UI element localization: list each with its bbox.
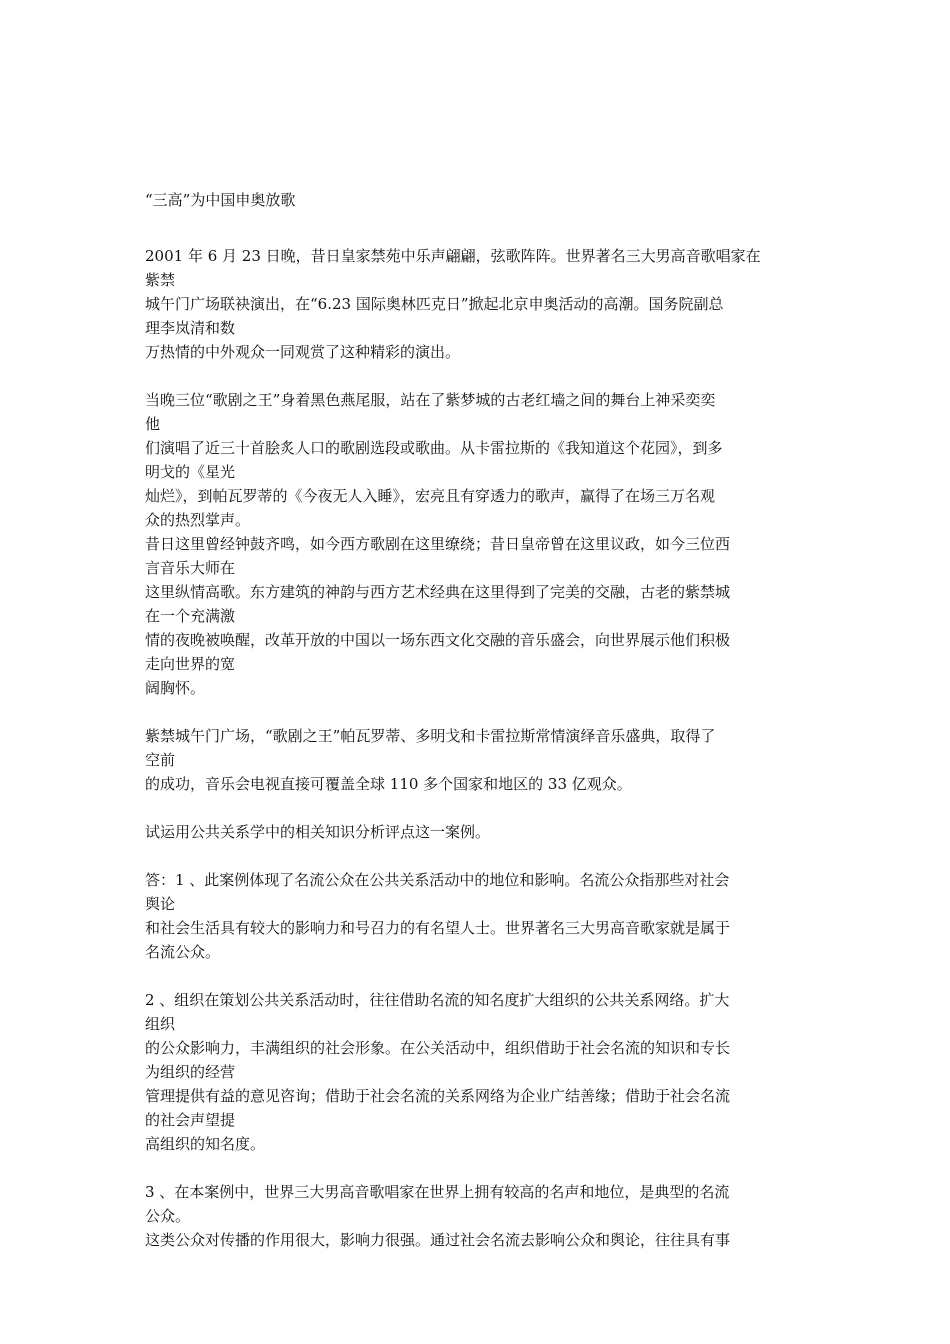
- document-page: [145, 188, 810, 1252]
- paragraph-gap: [145, 364, 810, 388]
- answer-point-3: [145, 1180, 810, 1252]
- paragraph-gap: [145, 964, 810, 988]
- text-line: 当晚三位“歌剧之王”身着黑色燕尾服，站在了紫梦城的古老红墙之间的舞台上神采奕奕: [145, 391, 716, 409]
- text-line: 这里纵情高歌。东方建筑的神韵与西方艺术经典在这里得到了完美的交融，古老的紫禁城: [145, 583, 731, 601]
- text-line: 舆论: [145, 895, 176, 913]
- text-line: 灿烂》，到帕瓦罗蒂的《今夜无人入睡》，宏亮且有穿透力的歌声，赢得了在场三万名观: [145, 487, 716, 505]
- document-title: “三高”为中国申奥放歌: [145, 191, 296, 209]
- text-line: 在一个充满激: [145, 607, 236, 625]
- text-line: 试运用公共关系学中的相关知识分析评点这一案例。: [145, 823, 491, 841]
- text-line: 他: [145, 415, 161, 433]
- text-line: 空前: [145, 751, 176, 769]
- text-line: 昔日这里曾经钟鼓齐鸣，如今西方歌剧在这里缭绕；昔日皇帝曾在这里议政，如今三位西: [145, 535, 731, 553]
- text-line: 万热情的中外观众一同观赏了这种精彩的演出。: [145, 343, 461, 361]
- text-line: 2 、组织在策划公共关系活动时，往往借助名流的知名度扩大组织的公共关系网络。扩大: [145, 991, 730, 1009]
- text-line: 走向世界的宽: [145, 655, 236, 673]
- text-line: 明戈的《星光: [145, 463, 236, 481]
- text-line: 言音乐大师在: [145, 559, 236, 577]
- text-line: 管理提供有益的意见咨询；借助于社会名流的关系网络为企业广结善缘；借助于社会名流: [145, 1087, 731, 1105]
- text-line: 情的夜晚被唤醒，改革开放的中国以一场东西文化交融的音乐盛会，向世界展示他们积极: [145, 631, 731, 649]
- text-line: 紫禁城午门广场，“歌剧之王”帕瓦罗蒂、多明戈和卡雷拉斯常情演绎音乐盛典，取得了: [145, 727, 716, 745]
- text-line: 的成功，音乐会电视直接可覆盖全球 110 多个国家和地区的 33 亿观众。: [145, 775, 632, 793]
- text-line: 这类公众对传播的作用很大，影响力很强。通过社会名流去影响公众和舆论，往往具有事: [145, 1231, 731, 1249]
- text-line: 3 、在本案例中，世界三大男高音歌唱家在世界上拥有较高的名声和地位，是典型的名流: [145, 1183, 730, 1201]
- text-line: 公众。: [145, 1207, 191, 1225]
- paragraph-2: [145, 388, 810, 700]
- text-line: 和社会生活具有较大的影响力和号召力的有名望人士。世界著名三大男高音歌家就是属于: [145, 919, 731, 937]
- paragraph-gap: [145, 700, 810, 724]
- text-line: 答：1 、此案例体现了名流公众在公共关系活动中的地位和影响。名流公众指那些对社会: [145, 871, 730, 889]
- paragraph-3: [145, 724, 810, 796]
- text-line: 为组织的经营: [145, 1063, 236, 1081]
- answer-point-2: [145, 988, 810, 1156]
- text-line: 阔胸怀。: [145, 679, 206, 697]
- paragraph-gap: [145, 844, 810, 868]
- text-line: 紫禁: [145, 271, 176, 289]
- text-line: 城午门广场联袂演出，在“6.23 国际奥林匹克日”掀起北京申奥活动的高潮。国务院副总: [145, 295, 724, 313]
- text-line: 众的热烈掌声。: [145, 511, 251, 529]
- paragraph-gap: [145, 796, 810, 820]
- text-line: 的社会声望提: [145, 1111, 236, 1129]
- text-line: 们演唱了近三十首脍炙人口的歌剧选段或歌曲。从卡雷拉斯的《我知道这个花园》，到多: [145, 439, 723, 457]
- text-line: 高组织的知名度。: [145, 1135, 266, 1153]
- text-line: 2001 年 6 月 23 日晚，昔日皇家禁苑中乐声翩翩，弦歌阵阵。世界著名三大男高音歌唱家在: [145, 247, 761, 265]
- paragraph-1: [145, 244, 810, 364]
- paragraph-gap: [145, 1156, 810, 1180]
- text-line: 的公众影响力，丰满组织的社会形象。在公关活动中，组织借助于社会名流的知识和专长: [145, 1039, 731, 1057]
- text-line: 名流公众。: [145, 943, 221, 961]
- question-paragraph: [145, 820, 810, 844]
- text-line: 理李岚清和数: [145, 319, 236, 337]
- text-line: 组织: [145, 1015, 176, 1033]
- answer-point-1: [145, 868, 810, 964]
